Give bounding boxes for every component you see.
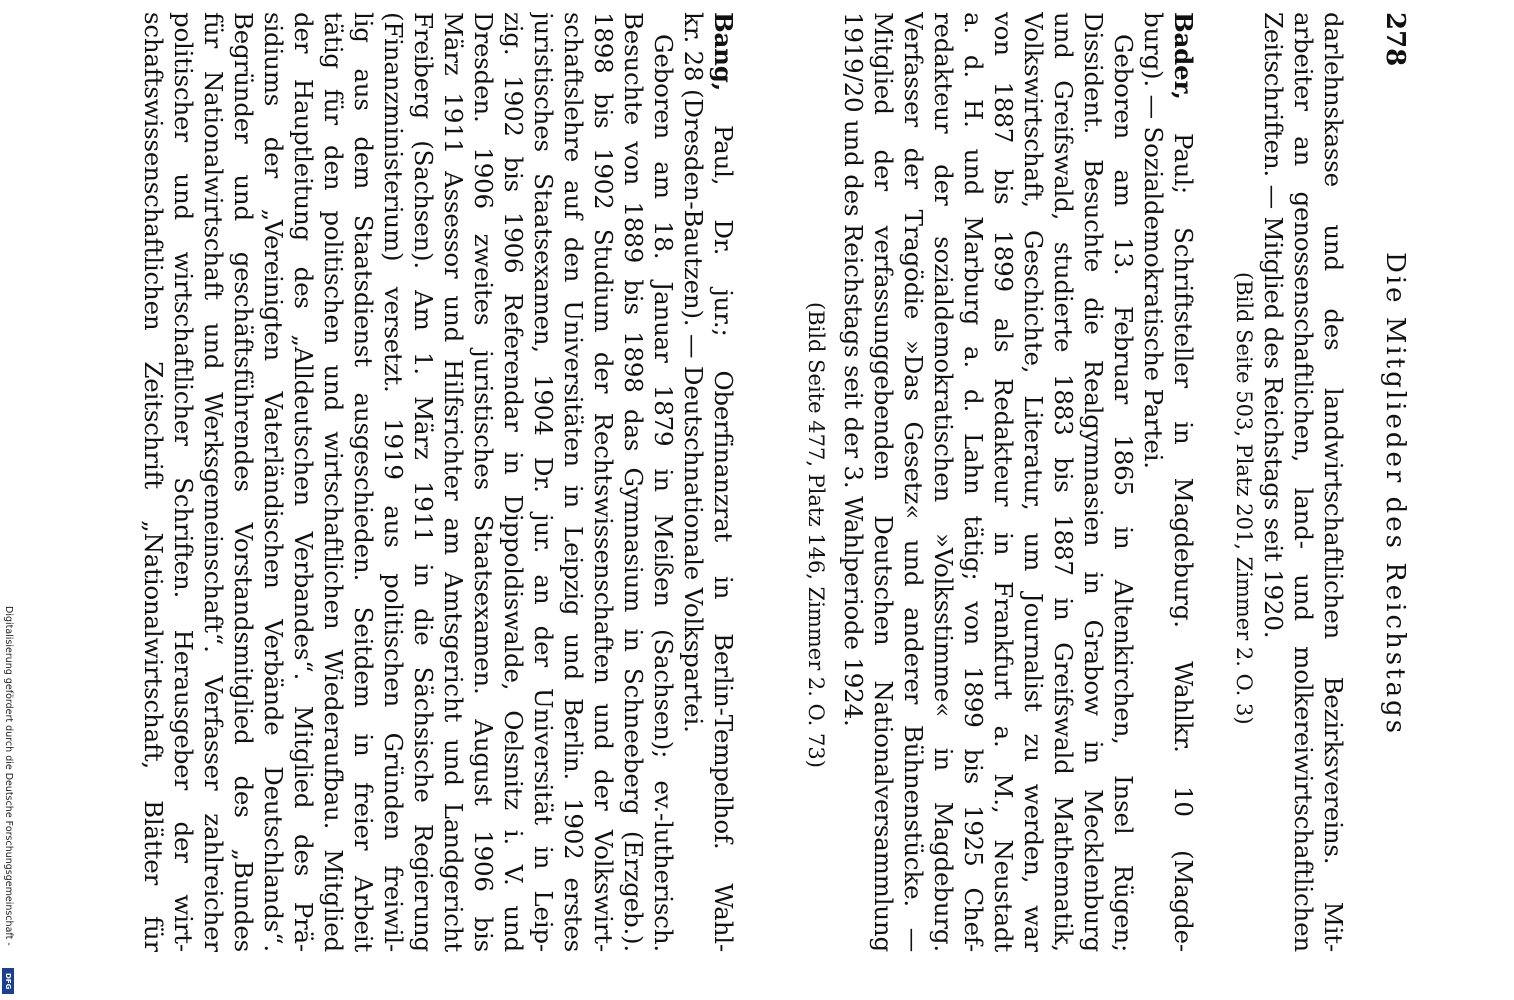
- digitization-credit: Digitalisierung gefördert durch die Deutsche Forschungsgemeinschaft -: [3, 606, 14, 946]
- paragraph-line: der Hauptleitung des „Alldeutschen Verbandes“. Mitglied des Prä-: [289, 12, 318, 952]
- paragraph-line: Besuchte von 1889 bis 1898 das Gymnasium in Schneeberg (Erzgeb.).: [619, 12, 648, 952]
- paragraph-line: Volkswirtschaft, Geschichte, Literatur, um Journalist zu werden, war: [1019, 12, 1048, 952]
- paragraph-line: arbeiter an genossenschaftlichen, land- und molkereiwirtschaftlichen: [1289, 12, 1318, 952]
- paragraph-line: 1898 bis 1902 Studium der Rechtswissenschaften und der Volkswirt-: [589, 12, 618, 952]
- paragraph-line: Dresden. 1906 zweites juristisches Staatsexamen. August 1906 bis: [469, 12, 498, 952]
- paragraph-line: 1919/20 und des Reichstags seit der 3. Wahlperiode 1924.: [839, 12, 868, 727]
- paragraph-line: Mitglied der verfassunggebenden Deutschen Nationalversammlung: [869, 12, 898, 952]
- member-name: Bader,: [1169, 12, 1198, 100]
- paragraph-line: redakteur der sozialdemokratischen »Volksstimme« in Magdeburg.: [929, 12, 958, 952]
- paragraph-line: Begründer und geschäftsführendes Vorstandsmitglied des „Bundes: [229, 12, 258, 952]
- paragraph-line: lig aus dem Staatsdienst ausgeschieden. Seitdem in freier Arbeit: [349, 12, 378, 952]
- page-number: 278: [1380, 12, 1410, 67]
- picture-reference: (Bild Seite 503, Platz 201, Zimmer 2. O. 3): [1232, 272, 1256, 725]
- paragraph-line: Verfasser der Tragödie »Das Gesetz« und anderer Bühnenstücke. —: [899, 12, 928, 952]
- paragraph-line: März 1911 Assessor und Hilfsrichter am Amtsgericht und Landgericht: [439, 12, 468, 952]
- paragraph-line: darlehnskasse und des landwirtschaftlichen Bezirksvereins. Mit-: [1319, 12, 1348, 952]
- paragraph-line: für Nationalwirtschaft und Werksgemeinschaft“. Verfasser zahlreicher: [199, 12, 228, 952]
- picture-reference: (Bild Seite 477, Platz 146, Zimmer 2. O. 73): [804, 302, 828, 768]
- member-name: Bang,: [709, 12, 738, 92]
- entry-heading-line: [708, 12, 738, 952]
- paragraph-line: burg). — Sozialdemokratische Partei.: [1139, 12, 1168, 469]
- entry-heading-text: Paul, Dr. jur.; Oberfinanzrat in Berlin-Tempelhof. Wahl-: [709, 91, 738, 952]
- paragraph-line: zig. 1902 bis 1906 Referendar in Dippoldiswalde, Oelsnitz i. V. und: [499, 12, 528, 952]
- paragraph-line: tätig für den politischen und wirtschaftlichen Wiederaufbau. Mitglied: [319, 12, 348, 952]
- page-header: [1378, 12, 1412, 952]
- paragraph-line: kr. 28 (Dresden-Bautzen). — Deutschnationale Volkspartei.: [679, 12, 708, 733]
- paragraph-line: a. d. H. und Marburg a. d. Lahn tätig; von 1899 bis 1925 Chef-: [959, 12, 988, 952]
- dfg-logo-icon: DFG: [2, 968, 14, 994]
- paragraph-line: schaftswissenschaftlichen Zeitschrift „Nationalwirtschaft, Blätter für: [139, 12, 168, 952]
- paragraph-line: Geboren am 13. Februar 1865 in Altenkirchen, Insel Rügen;: [1109, 34, 1138, 952]
- paragraph-line: Freiberg (Sachsen). Am 1. März 1911 in die Sächsische Regierung: [409, 12, 438, 952]
- paragraph-line: politischer und wirtschaftlicher Schriften. Herausgeber der wirt-: [169, 12, 198, 952]
- paragraph-line: sidiums der „Vereinigten Vaterländischen Verbände Deutschlands“.: [259, 12, 288, 952]
- running-title: Die Mitglieder des Reichstags: [1380, 252, 1410, 737]
- paragraph-line: (Finanzministerium) versetzt. 1919 aus politischen Gründen freiwil-: [379, 12, 408, 952]
- entry-heading-text: Paul; Schriftsteller in Magdeburg. Wahlkr. 10 (Magde-: [1169, 99, 1198, 952]
- paragraph-line: und Greifswald, studierte 1883 bis 1887 in Greifswald Mathematik,: [1049, 12, 1078, 952]
- paragraph-line: von 1887 bis 1899 als Redakteur in Frankfurt a. M., Neustadt: [989, 12, 1018, 952]
- paragraph-line: schaftslehre auf den Universitäten in Leipzig und Berlin. 1902 erstes: [559, 12, 588, 952]
- paragraph-line: Geboren am 18. Januar 1879 in Meißen (Sachsen); ev.-lutherisch.: [649, 34, 678, 952]
- paragraph-line: juristisches Staatsexamen, 1904 Dr. jur. an der Universität in Leip-: [529, 12, 558, 952]
- paragraph-line: Dissident. Besuchte die Realgymnasien in Grabow in Mecklenburg: [1079, 12, 1108, 952]
- paragraph-line: Zeitschriften. — Mitglied des Reichstags seit 1920.: [1259, 12, 1288, 639]
- rotated-text-area: [50, 12, 1490, 952]
- entry-heading-line: [1168, 12, 1198, 952]
